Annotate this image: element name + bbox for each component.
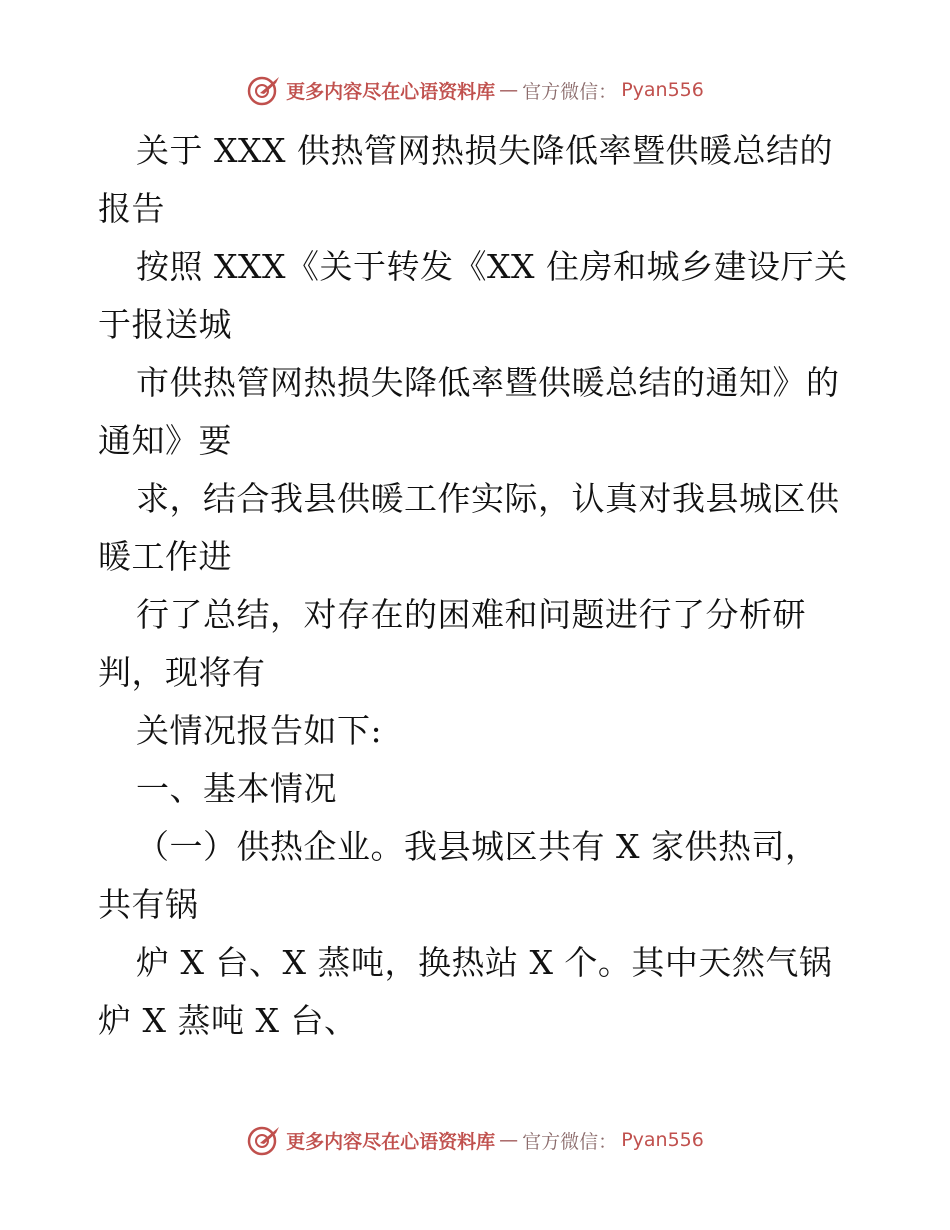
footer-watermark [0, 1124, 950, 1156]
paragraph: 按照 XXX《关于转发《XX 住房和城乡建设厅关 [136, 247, 848, 286]
watermark-separator: — [499, 1129, 519, 1151]
watermark-id: Pyan556 [621, 79, 704, 101]
paragraph: 炉 X 台、X 蒸吨，换热站 X 个。其中天然气锅 [136, 943, 833, 982]
quill-logo-icon [246, 74, 282, 106]
paragraph: 求，结合我县供暖工作实际，认真对我县城区供 [136, 479, 840, 518]
section-heading: 一、基本情况 [136, 769, 337, 808]
document-body [98, 122, 868, 1050]
quill-logo-icon [246, 1124, 282, 1156]
paragraph: 于报送城 [98, 305, 232, 344]
paragraph: 关情况报告如下: [136, 711, 383, 750]
watermark-label: 官方微信： [522, 1130, 618, 1153]
paragraph: 报告 [98, 189, 165, 228]
paragraph: 市供热管网热损失降低率暨供暖总结的通知》的 [136, 363, 840, 402]
paragraph: 暖工作进 [98, 537, 232, 576]
paragraph: 通知》要 [98, 421, 232, 460]
watermark-label: 官方微信： [522, 80, 618, 103]
paragraph: 判，现将有 [98, 653, 266, 692]
header-watermark [0, 74, 950, 106]
watermark-separator: — [499, 79, 519, 101]
paragraph: （一）供热企业。我县城区共有 X 家供热司， [136, 827, 819, 866]
paragraph: 关于 XXX 供热管网热损失降低率暨供暖总结的 [136, 131, 833, 170]
paragraph: 行了总结，对存在的困难和问题进行了分析研 [136, 595, 806, 634]
paragraph: 炉 X 蒸吨 X 台、 [98, 1001, 358, 1040]
watermark-id: Pyan556 [621, 1129, 704, 1151]
watermark-brand: 更多内容尽在心语资料库 [286, 80, 496, 103]
watermark-brand: 更多内容尽在心语资料库 [286, 1130, 496, 1153]
paragraph: 共有锅 [98, 885, 199, 924]
